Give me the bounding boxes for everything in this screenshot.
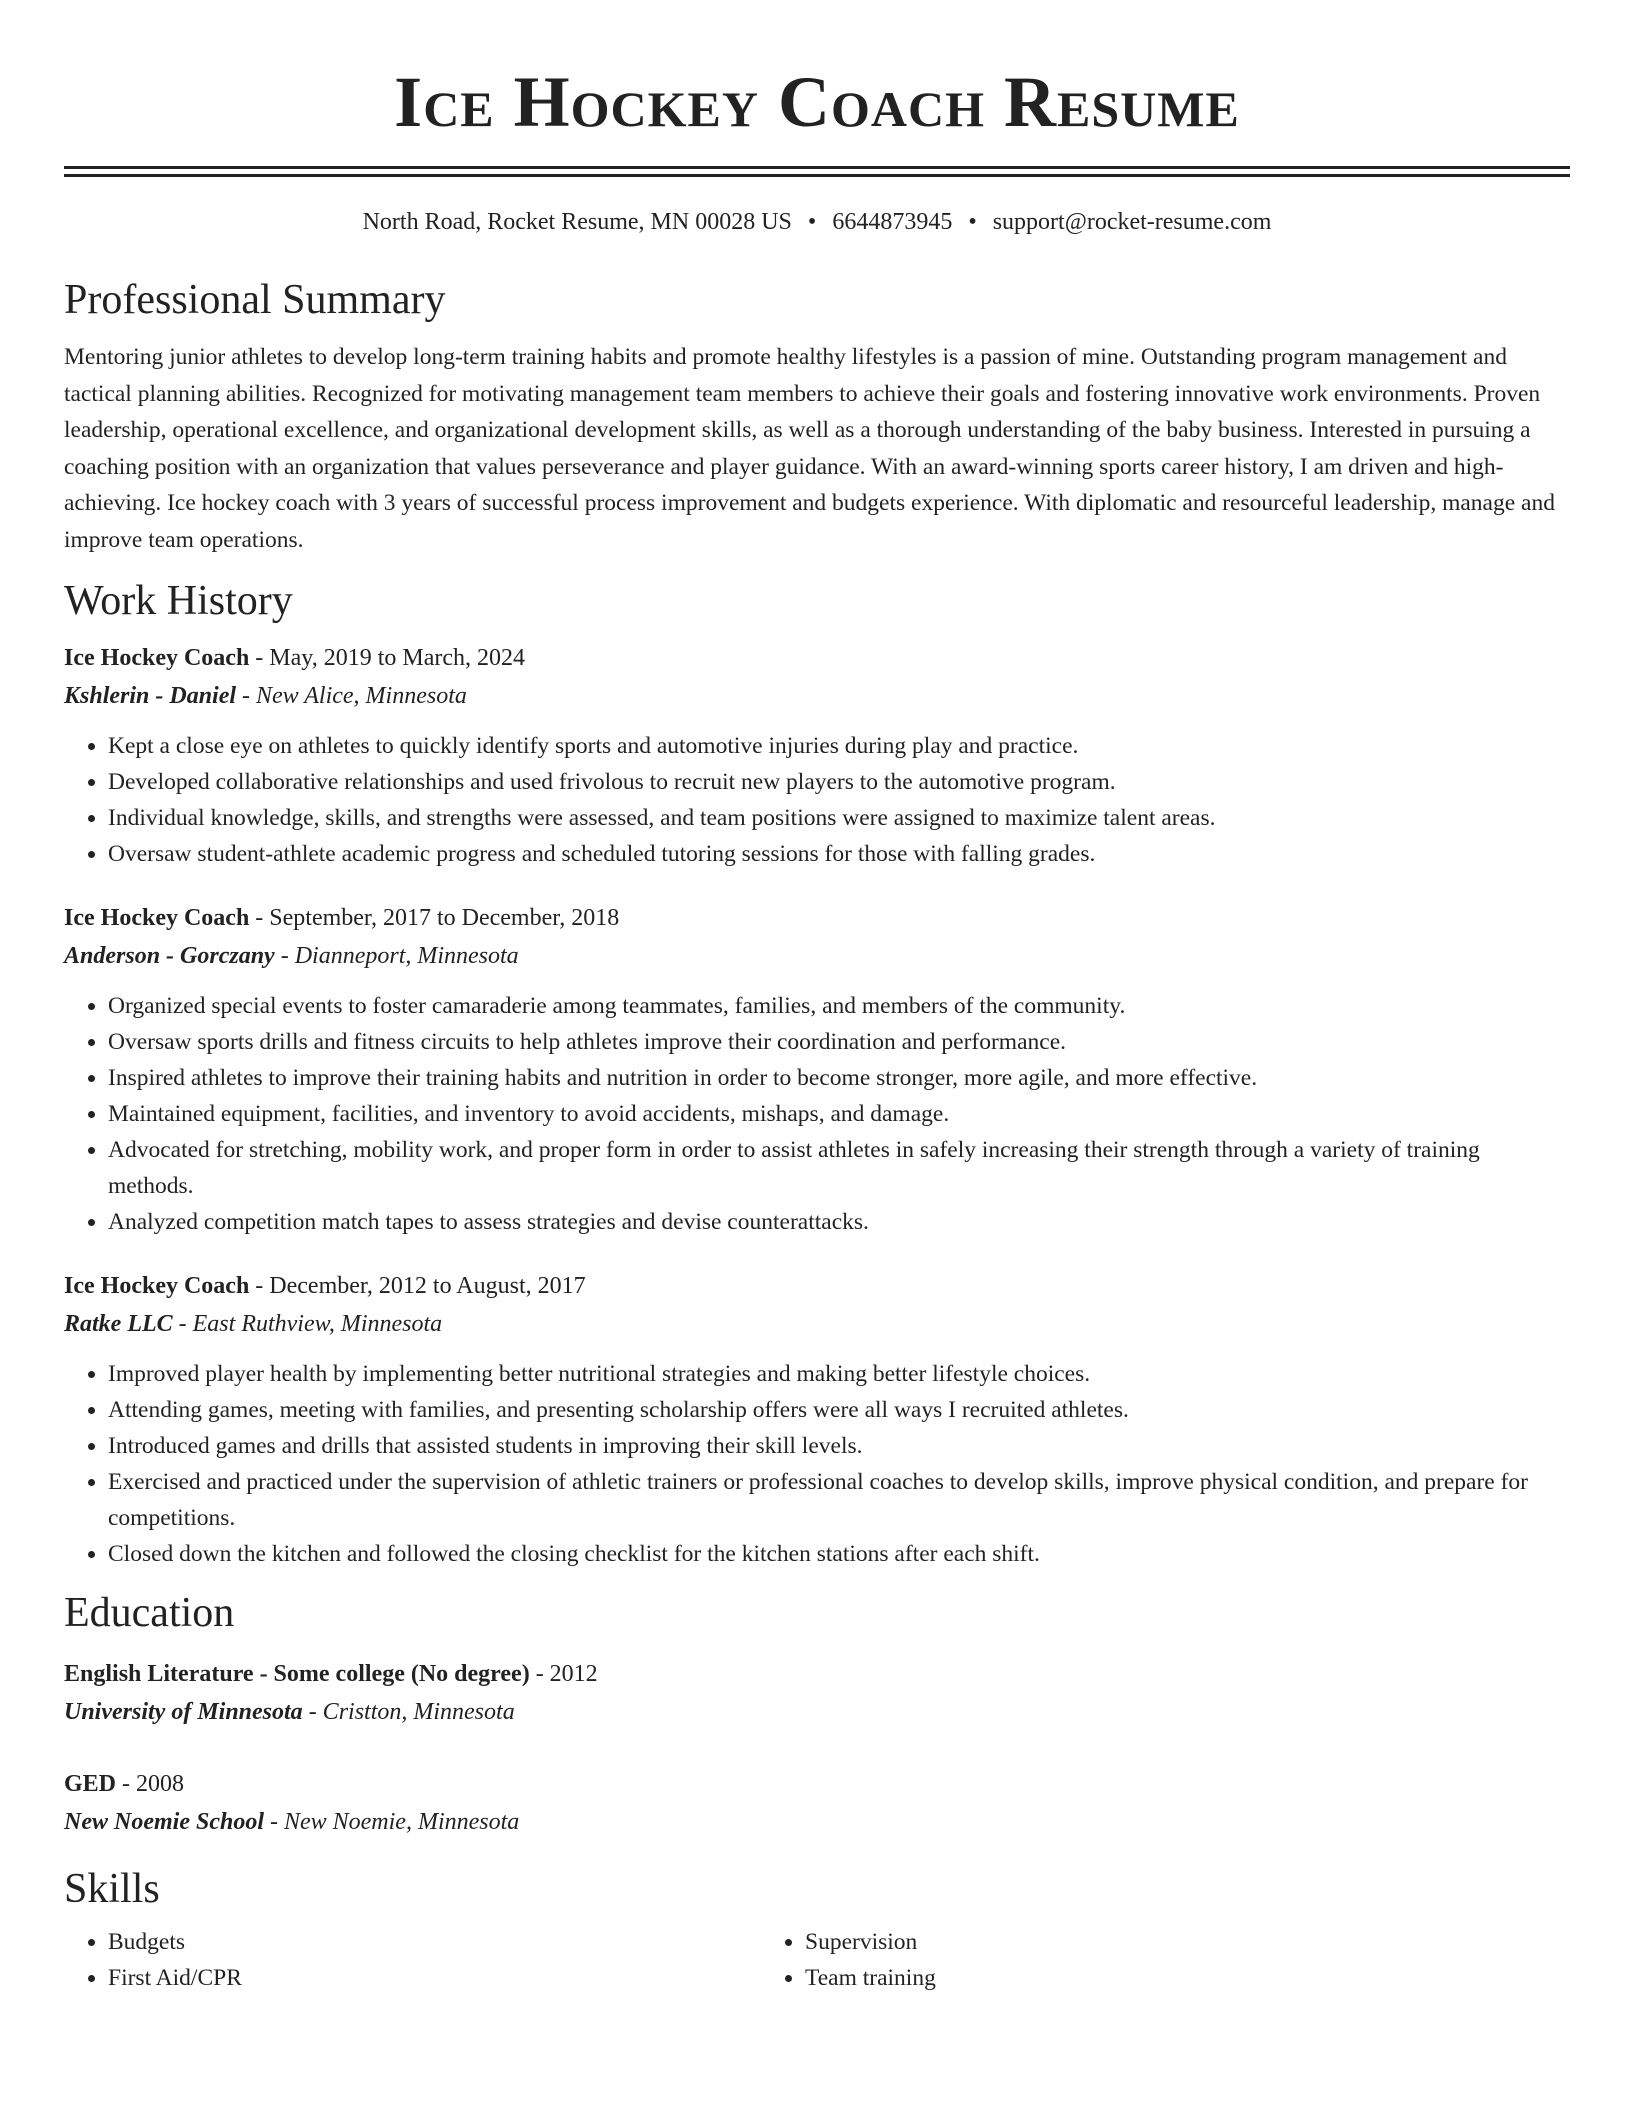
job-entry: [64, 1268, 1570, 1572]
education-degree-line: [64, 1656, 1570, 1692]
job-bullet: • Inspired athletes to improve their training habits and nutrition in order to become stronger, more agile, and more effective.: [108, 1060, 1570, 1096]
job-location: - Dianneport, Minnesota: [274, 943, 519, 969]
job-employer-line: [64, 936, 1570, 976]
job-role-line: [64, 1268, 1570, 1304]
summary-text: Mentoring junior athletes to develop long-term training habits and promote healthy lifestyles is a passion of mine. Outstanding program management and tactical planning abilities. Recognized for motivating management team members to achieve their goals and fostering innovative work environments. Proven leadership, operational excellence, and organizational development skills, as well as a thorough understanding of the baby business. Interested in pursuing a coaching position with an organization that values perseverance and player guidance. With an award-winning sports career history, I am driven and high-achieving. Ice hockey coach with 3 years of successful process improvement and budgets experience. With diplomatic and resourceful leadership, manage and improve team operations.: [64, 344, 1555, 553]
job-dates: - December, 2012 to August, 2017: [249, 1273, 586, 1299]
job-employer: Anderson - Gorczany: [64, 943, 275, 969]
education-school: University of Minnesota: [64, 1699, 303, 1725]
education-location: - Cristton, Minnesota: [302, 1699, 515, 1725]
contact-phone: 6644873945: [832, 209, 953, 235]
education-heading: Education: [64, 1590, 235, 1636]
education-school-line: [64, 1802, 1570, 1842]
skill-item: • First Aid/CPR: [108, 1960, 761, 1996]
job-location: - New Alice, Minnesota: [236, 683, 467, 709]
education-year: - 2012: [529, 1661, 598, 1687]
job-bullets: [64, 1356, 1570, 1572]
skills-heading: Skills: [64, 1866, 160, 1912]
skills-list-left: [64, 1924, 761, 1996]
job-employer: Ratke LLC: [64, 1311, 173, 1337]
job-bullet: • Closed down the kitchen and followed the closing checklist for the kitchen stations after each shift.: [108, 1536, 1570, 1572]
skills-section: [64, 1864, 1570, 1996]
summary-heading: Professional Summary: [64, 277, 446, 323]
job-bullet: • Introduced games and drills that assisted students in improving their skill levels.: [108, 1428, 1570, 1464]
job-bullet: • Advocated for stretching, mobility work, and proper form in order to assist athletes in safely increasing their strength through a variety of training methods.: [108, 1132, 1570, 1204]
education-degree-line: [64, 1766, 1570, 1802]
skill-item: • Supervision: [805, 1924, 1458, 1960]
page-title: Ice Hockey Coach Resume: [394, 62, 1240, 142]
education-entry: [64, 1766, 1570, 1842]
job-bullet: • Developed collaborative relationships and used frivolous to recruit new players to the automotive program.: [108, 764, 1570, 800]
contact-separator: •: [968, 209, 977, 235]
job-title: Ice Hockey Coach: [64, 905, 250, 931]
education-school: New Noemie School: [64, 1809, 264, 1835]
job-entry: [64, 900, 1570, 1240]
education-year: - 2008: [116, 1771, 185, 1797]
job-employer: Kshlerin - Daniel: [64, 683, 237, 709]
education-section: [64, 1588, 1570, 1842]
skills-columns: [64, 1924, 1570, 1996]
job-bullet: • Analyzed competition match tapes to assess strategies and devise counterattacks.: [108, 1204, 1570, 1240]
title-divider: [64, 166, 1570, 177]
job-bullet: • Oversaw sports drills and fitness circuits to help athletes improve their coordination and performance.: [108, 1024, 1570, 1060]
education-degree: GED: [64, 1771, 117, 1797]
job-bullet: • Exercised and practiced under the supervision of athletic trainers or professional coaches to develop skills, improve physical condition, and prepare for competitions.: [108, 1464, 1570, 1536]
job-role-line: [64, 640, 1570, 676]
job-bullet: • Organized special events to foster camaraderie among teammates, families, and members of the community.: [108, 988, 1570, 1024]
job-employer-line: [64, 1304, 1570, 1344]
job-title: Ice Hockey Coach: [64, 1273, 250, 1299]
job-bullet: • Oversaw student-athlete academic progress and scheduled tutoring sessions for those with falling grades.: [108, 836, 1570, 872]
job-title: Ice Hockey Coach: [64, 645, 250, 671]
work-history-heading: Work History: [64, 578, 293, 624]
job-bullets: [64, 988, 1570, 1240]
job-location: - East Ruthview, Minnesota: [172, 1311, 443, 1337]
contact-separator: •: [807, 209, 817, 235]
resume-page: [64, 0, 1570, 1996]
job-dates: - September, 2017 to December, 2018: [249, 905, 620, 931]
education-location: - New Noemie, Minnesota: [263, 1809, 520, 1835]
job-bullet: • Attending games, meeting with families, and presenting scholarship offers were all ways I recruited athletes.: [108, 1392, 1570, 1428]
job-bullet: • Improved player health by implementing better nutritional strategies and making better lifestyle choices.: [108, 1356, 1570, 1392]
job-bullets: [64, 728, 1570, 872]
skill-item: • Team training: [805, 1960, 1458, 1996]
contact-address: North Road, Rocket Resume, MN 00028 US: [362, 209, 792, 235]
skills-list-right: [761, 1924, 1458, 1996]
summary-section: [64, 275, 1570, 558]
education-entry: [64, 1656, 1570, 1732]
job-entry: [64, 640, 1570, 872]
job-bullet: • Maintained equipment, facilities, and inventory to avoid accidents, mishaps, and damage.: [108, 1096, 1570, 1132]
work-history-section: [64, 576, 1570, 1572]
job-bullet: • Kept a close eye on athletes to quickly identify sports and automotive injuries during play and practice.: [108, 728, 1570, 764]
contact-email: support@rocket-resume.com: [992, 209, 1272, 235]
education-degree: English Literature - Some college (No degree): [64, 1661, 530, 1687]
job-employer-line: [64, 676, 1570, 716]
job-role-line: [64, 900, 1570, 936]
contact-line: [64, 205, 1570, 239]
skill-item: • Budgets: [108, 1924, 761, 1960]
job-bullet: • Individual knowledge, skills, and strengths were assessed, and team positions were assigned to maximize talent areas.: [108, 800, 1570, 836]
job-dates: - May, 2019 to March, 2024: [249, 645, 526, 671]
education-school-line: [64, 1692, 1570, 1732]
